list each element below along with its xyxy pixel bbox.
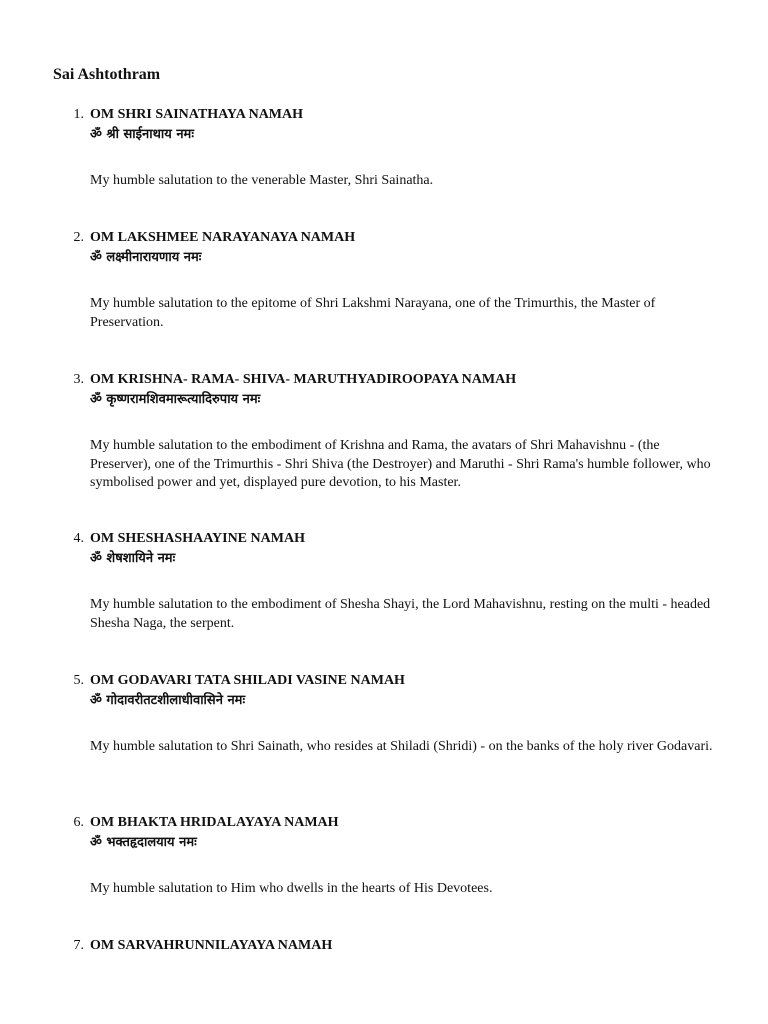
mantra-meaning: My humble salutation to Him who dwells in the hearts of His Devotees. bbox=[90, 881, 493, 896]
mantra-title: OM KRISHNA- RAMA- SHIVA- MARUTHYADIROOPAYA NAMAH bbox=[90, 372, 517, 387]
mantra-title: OM LAKSHMEE NARAYANAYA NAMAH bbox=[90, 230, 356, 245]
item-number: 3. bbox=[73, 372, 84, 387]
mantra-meaning: My humble salutation to the epitome of Shri Lakshmi Narayana, one of the Trimurthis, the Master of Preservation. bbox=[90, 296, 656, 330]
devanagari-mantra: ॐ भक्तहृदालयाय नमः bbox=[90, 835, 197, 850]
mantra-title: OM BHAKTA HRIDALAYAYA NAMAH bbox=[90, 815, 339, 830]
mantra-title: OM SARVAHRUNNILAYAYA NAMAH bbox=[90, 938, 333, 953]
item-number: 2. bbox=[73, 230, 84, 245]
mantra-title: OM SHESHASHAAYINE NAMAH bbox=[90, 531, 305, 546]
devanagari-mantra: ॐ श्री साईनाथाय नमः bbox=[90, 127, 194, 142]
item-number: 1. bbox=[73, 107, 84, 122]
mantra-meaning: My humble salutation to the embodiment of Shesha Shayi, the Lord Mahavishnu, resting on the multi - headed Shesha Naga, the serpent. bbox=[90, 597, 711, 631]
devanagari-mantra: ॐ गोदावरीतटशीलाधीवासिने नमः bbox=[90, 693, 246, 708]
item-number: 7. bbox=[73, 938, 84, 953]
devanagari-mantra: ॐ लक्ष्मीनारायणाय नमः bbox=[90, 250, 202, 265]
item-number: 6. bbox=[73, 815, 84, 830]
mantra-meaning: My humble salutation to the embodiment of Krishna and Rama, the avatars of Shri Mahavishnu - (the Preserver), one of the Trimurthis - Shri Shiva (the Destroyer) and Maruthi - Shri Rama's humble follower, who symbolised power and yet, displayed pure devotion, to his Master. bbox=[90, 438, 711, 490]
page-title: Sai Ashtothram bbox=[53, 66, 161, 83]
devanagari-mantra: ॐ कृष्णरामशिवमारूत्यादिरुपाय नमः bbox=[90, 392, 261, 407]
mantra-title: OM GODAVARI TATA SHILADI VASINE NAMAH bbox=[90, 673, 405, 688]
mantra-meaning: My humble salutation to the venerable Master, Shri Sainatha. bbox=[90, 173, 434, 188]
mantra-meaning: My humble salutation to Shri Sainath, who resides at Shiladi (Shridi) - on the banks of the holy river Godavari. bbox=[90, 739, 713, 754]
mantra-title: OM SHRI SAINATHAYA NAMAH bbox=[90, 107, 304, 122]
devanagari-mantra: ॐ शेषशायिने नमः bbox=[90, 551, 176, 566]
item-number: 5. bbox=[73, 673, 84, 688]
item-number: 4. bbox=[73, 531, 84, 546]
